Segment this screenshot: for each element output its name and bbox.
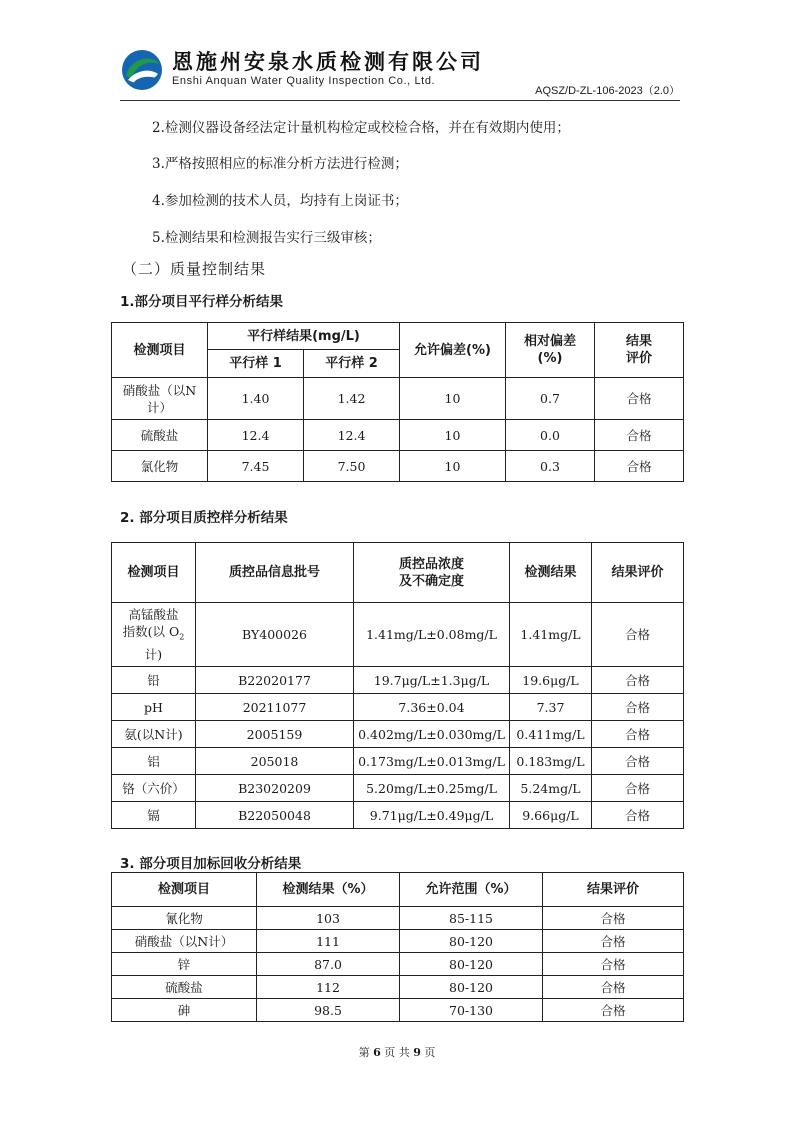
table2-header-conc [354, 543, 510, 603]
table3-cell-range: 70-130 [400, 999, 543, 1022]
table-row [112, 667, 684, 694]
table2-cell-batch: B23020209 [196, 775, 354, 802]
table2-cell-eval: 合格 [592, 603, 684, 667]
table1-header-result-line2: 评价 [625, 351, 652, 366]
table2-cell-conc: 1.41mg/L±0.08mg/L [354, 603, 510, 667]
table1-cell-p1: 12.4 [208, 420, 304, 451]
table2-cell-item: 铝 [112, 748, 196, 775]
table3-cell-item: 硝酸盐（以N计） [112, 930, 257, 953]
table2-header-batch: 质控品信息批号 [196, 543, 354, 603]
table-row [112, 999, 684, 1022]
table1-header-relative [506, 323, 595, 378]
table3-cell-eval: 合格 [543, 976, 684, 999]
table-row [112, 976, 684, 999]
table2-cell-result: 0.411mg/L [510, 721, 592, 748]
table3-cell-range: 80-120 [400, 976, 543, 999]
table3-cell-result: 87.0 [257, 953, 400, 976]
table2-header-conc-line2: 及不确定度 [398, 573, 464, 589]
table2-cell-batch: 2005159 [196, 721, 354, 748]
table-row [112, 721, 684, 748]
table2-header-item: 检测项目 [112, 543, 196, 603]
page-number-total: 9 [413, 1046, 421, 1059]
table1-cell-result: 合格 [595, 378, 684, 420]
table2-cell-conc: 0.402mg/L±0.030mg/L [354, 721, 510, 748]
table3-cell-eval: 合格 [543, 907, 684, 930]
table2-cell-eval: 合格 [592, 748, 684, 775]
table3-header-result: 检测结果（%） [257, 873, 400, 907]
table3-header-row [112, 873, 684, 907]
table-row [112, 907, 684, 930]
table2-cell-eval: 合格 [592, 802, 684, 829]
table1-cell-relative: 0.7 [506, 378, 595, 420]
company-name-cn: 恩施州安泉水质检测有限公司 [172, 49, 484, 74]
spike-recovery-table [111, 872, 684, 1022]
table-row [112, 451, 684, 482]
table-row [112, 420, 684, 451]
paragraph-4: 4.参加检测的技术人员，均持有上岗证书； [152, 193, 408, 209]
table1-cell-p2: 12.4 [304, 420, 400, 451]
table3-cell-eval: 合格 [543, 953, 684, 976]
table1-cell-item [112, 378, 208, 420]
table2-header-row [112, 543, 684, 603]
table-row [112, 802, 684, 829]
page-number [0, 1044, 794, 1060]
table2-cell-batch: B22020177 [196, 667, 354, 694]
table2-cell-conc: 0.173mg/L±0.013mg/L [354, 748, 510, 775]
table2-item-line1: 高锰酸盐 [128, 607, 179, 623]
table1-cell-item: 硫酸盐 [112, 420, 208, 451]
table1-cell-relative: 0.0 [506, 420, 595, 451]
company-name-en: Enshi Anquan Water Quality Inspection Co., Ltd. [172, 75, 436, 87]
paragraph-3: 3.严格按照相应的标准分析方法进行检测； [152, 156, 408, 172]
table2-cell-item: pH [112, 694, 196, 721]
table2-cell-result: 1.41mg/L [510, 603, 592, 667]
table-row [112, 930, 684, 953]
table3-header-eval: 结果评价 [543, 873, 684, 907]
table2-header-result: 检测结果 [510, 543, 592, 603]
table1-cell-item: 氯化物 [112, 451, 208, 482]
paragraph-2: 2.检测仪器设备经法定计量机构检定或校检合格，并在有效期内使用； [152, 120, 570, 136]
table3-cell-eval: 合格 [543, 999, 684, 1022]
document-code: AQSZ/D-ZL-106-2023（2.0） [535, 85, 680, 97]
table2-cell-batch: 20211077 [196, 694, 354, 721]
table-row [112, 694, 684, 721]
table2-cell-eval: 合格 [592, 694, 684, 721]
table3-cell-result: 103 [257, 907, 400, 930]
parallel-sample-table [111, 322, 684, 482]
table3-cell-range: 80-120 [400, 930, 543, 953]
table3-cell-eval: 合格 [543, 930, 684, 953]
paragraph-5: 5.检测结果和检测报告实行三级审核； [152, 230, 381, 246]
table2-cell-item: 氨(以N计) [112, 721, 196, 748]
table1-cell-p2: 7.50 [304, 451, 400, 482]
table3-cell-range: 80-120 [400, 953, 543, 976]
table1-cell-p1: 7.45 [208, 451, 304, 482]
section-title: （二）质量控制结果 [122, 260, 267, 278]
table1-header-allowed: 允许偏差(%) [400, 323, 506, 378]
table3-cell-result: 98.5 [257, 999, 400, 1022]
table3-header-item: 检测项目 [112, 873, 257, 907]
table2-item-line3: 计) [144, 646, 163, 662]
table3-cell-item: 氰化物 [112, 907, 257, 930]
table2-cell-item: 铅 [112, 667, 196, 694]
table1-cell-allowed: 10 [400, 420, 506, 451]
table1-header-relative-line1: 相对偏差 [523, 334, 576, 349]
table2-cell-result: 0.183mg/L [510, 748, 592, 775]
table1-item-line1: 硝酸盐（以N [122, 382, 197, 398]
page-number-mid: 页 共 [384, 1046, 410, 1059]
table2-cell-result: 19.6μg/L [510, 667, 592, 694]
table2-caption: 2. 部分项目质控样分析结果 [120, 510, 288, 526]
table1-cell-allowed: 10 [400, 378, 506, 420]
table1-cell-result: 合格 [595, 420, 684, 451]
table1-header-result [595, 323, 684, 378]
table3-cell-range: 85-115 [400, 907, 543, 930]
company-logo-icon [120, 48, 164, 92]
table2-cell-eval: 合格 [592, 721, 684, 748]
table-row [112, 378, 684, 420]
table2-cell-conc: 7.36±0.04 [354, 694, 510, 721]
page-number-prefix: 第 [358, 1046, 370, 1059]
table2-cell-item [112, 603, 196, 667]
table2-cell-result: 7.37 [510, 694, 592, 721]
table3-header-range: 允许范围（%） [400, 873, 543, 907]
table3-cell-result: 112 [257, 976, 400, 999]
table-row [112, 748, 684, 775]
table1-item-line2: 计） [146, 399, 172, 415]
table2-cell-batch: 205018 [196, 748, 354, 775]
header-divider [120, 100, 680, 101]
table-row [112, 603, 684, 667]
table2-cell-result: 9.66μg/L [510, 802, 592, 829]
qc-sample-table [111, 542, 684, 829]
table2-cell-eval: 合格 [592, 775, 684, 802]
table3-cell-item: 硫酸盐 [112, 976, 257, 999]
page-header [120, 44, 680, 102]
table1-cell-allowed: 10 [400, 451, 506, 482]
page-number-suffix: 页 [424, 1046, 436, 1059]
table2-header-conc-line1: 质控品浓度 [398, 556, 464, 572]
table1-header-p2: 平行样 2 [304, 350, 400, 378]
table2-cell-conc: 9.71μg/L±0.49μg/L [354, 802, 510, 829]
table1-header-p1: 平行样 1 [208, 350, 304, 378]
table2-cell-batch: B22050048 [196, 802, 354, 829]
table1-header-parallel: 平行样结果(mg/L) [208, 323, 400, 350]
page-number-current: 6 [373, 1046, 381, 1059]
table3-caption: 3. 部分项目加标回收分析结果 [120, 856, 302, 872]
table2-item-line2: 指数(以 O [122, 624, 180, 640]
table1-cell-p2: 1.42 [304, 378, 400, 420]
table1-caption: 1.部分项目平行样分析结果 [120, 294, 284, 310]
table1-header-relative-line2: (%) [537, 351, 563, 366]
table2-cell-result: 5.24mg/L [510, 775, 592, 802]
table1-cell-p1: 1.40 [208, 378, 304, 420]
table1-cell-result: 合格 [595, 451, 684, 482]
table2-cell-conc: 19.7μg/L±1.3μg/L [354, 667, 510, 694]
table-row [112, 953, 684, 976]
table-row [112, 775, 684, 802]
table2-header-eval: 结果评价 [592, 543, 684, 603]
table2-cell-item: 铬（六价） [112, 775, 196, 802]
table2-cell-item: 镉 [112, 802, 196, 829]
table2-item-subscript: 2 [179, 632, 185, 642]
table2-cell-batch: BY400026 [196, 603, 354, 667]
table1-header-item: 检测项目 [112, 323, 208, 378]
table3-cell-item: 锌 [112, 953, 257, 976]
table1-header-row [112, 323, 684, 350]
table2-cell-eval: 合格 [592, 667, 684, 694]
table1-header-result-line1: 结果 [625, 334, 652, 349]
table2-cell-conc: 5.20mg/L±0.25mg/L [354, 775, 510, 802]
table3-cell-item: 砷 [112, 999, 257, 1022]
table3-cell-result: 111 [257, 930, 400, 953]
table1-cell-relative: 0.3 [506, 451, 595, 482]
